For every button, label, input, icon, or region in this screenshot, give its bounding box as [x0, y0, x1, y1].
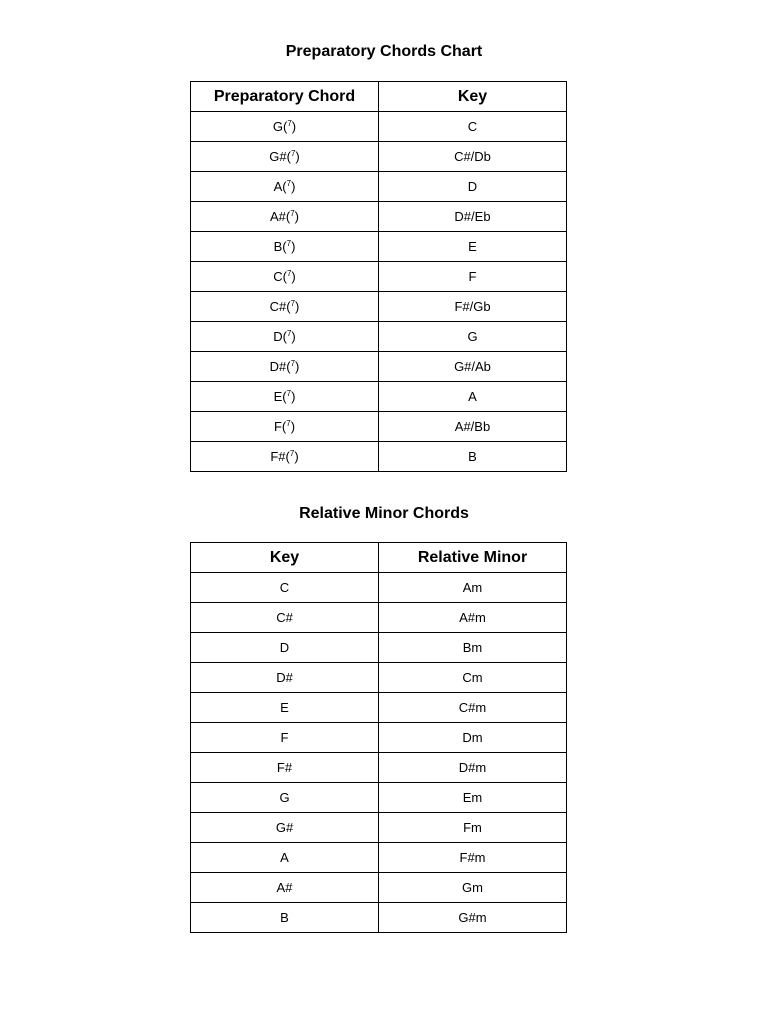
chord-root: D: [273, 329, 283, 344]
key-cell: C#: [191, 603, 379, 633]
column-header-preparatory-chord: Preparatory Chord: [191, 82, 379, 112]
close-paren: ): [294, 449, 299, 464]
preparatory-chord-cell: [191, 412, 379, 442]
relative-minor-cell: D#m: [379, 753, 567, 783]
key-cell: A: [191, 843, 379, 873]
table-row: [191, 112, 567, 142]
seventh-superscript: 7: [290, 209, 295, 218]
open-paren: (: [282, 269, 287, 284]
chord-root: G#: [269, 149, 287, 164]
preparatory-chord-cell: [191, 232, 379, 262]
seventh-superscript: 7: [286, 389, 292, 398]
open-paren: (: [286, 299, 291, 314]
table-row: [191, 142, 567, 172]
chord-root: F: [273, 419, 282, 434]
relative-minor-cell: A#m: [379, 603, 567, 633]
preparatory-chord-cell: [191, 262, 379, 292]
seventh-superscript: 7: [289, 449, 295, 458]
preparatory-chord-cell: [191, 322, 379, 352]
chord-root: G: [272, 119, 283, 134]
chord-root: A: [273, 179, 283, 194]
key-cell: D#: [191, 663, 379, 693]
table-row: [191, 603, 567, 633]
key-cell: C: [191, 573, 379, 603]
table-row: [191, 843, 567, 873]
chord-root: F#: [270, 449, 286, 464]
key-cell: F: [191, 723, 379, 753]
open-paren: (: [286, 359, 291, 374]
relative-minor-cell: Bm: [379, 633, 567, 663]
chord-root: B: [273, 239, 283, 254]
preparatory-chord-cell: [191, 292, 379, 322]
table-row: [191, 322, 567, 352]
key-cell: G: [379, 322, 567, 352]
relative-minor-cell: Gm: [379, 873, 567, 903]
table-row: [191, 633, 567, 663]
seventh-superscript: 7: [286, 419, 291, 428]
table-row: [191, 903, 567, 933]
key-cell: F#/Gb: [379, 292, 567, 322]
close-paren: ): [295, 299, 300, 314]
key-cell: A#: [191, 873, 379, 903]
table-row: [191, 723, 567, 753]
column-header-relative-minor: Relative Minor: [379, 543, 567, 573]
close-paren: ): [291, 119, 297, 134]
open-paren: (: [282, 329, 287, 344]
table-row: [191, 352, 567, 382]
chord-root: C#: [269, 299, 287, 314]
key-cell: D: [191, 633, 379, 663]
key-cell: F: [379, 262, 567, 292]
close-paren: ): [290, 419, 296, 434]
table-row: [191, 442, 567, 472]
preparatory-chord-cell: [191, 382, 379, 412]
preparatory-chord-cell: [191, 442, 379, 472]
preparatory-chords-table: [190, 81, 567, 472]
open-paren: (: [285, 449, 290, 464]
open-paren: (: [282, 119, 288, 134]
table-row: [191, 663, 567, 693]
relative-minor-body: [191, 573, 567, 933]
chord-root: D#: [269, 359, 287, 374]
preparatory-chord-cell: [191, 142, 379, 172]
key-cell: F#: [191, 753, 379, 783]
open-paren: (: [285, 209, 291, 224]
column-header-key: Key: [191, 543, 379, 573]
relative-minor-title: Relative Minor Chords: [299, 505, 469, 522]
relative-minor-cell: C#m: [379, 693, 567, 723]
relative-minor-cell: F#m: [379, 843, 567, 873]
table-header-row: [191, 82, 567, 112]
preparatory-chords-title: Preparatory Chords Chart: [285, 43, 483, 60]
table-row: [191, 412, 567, 442]
table-row: [191, 573, 567, 603]
preparatory-chord-cell: [191, 352, 379, 382]
seventh-superscript: 7: [286, 179, 292, 188]
relative-minor-cell: Cm: [379, 663, 567, 693]
key-cell: B: [379, 442, 567, 472]
key-cell: A: [379, 382, 567, 412]
relative-minor-cell: Am: [379, 573, 567, 603]
open-paren: (: [282, 179, 287, 194]
key-cell: C: [379, 112, 567, 142]
table-header-row: [191, 543, 567, 573]
preparatory-chord-cell: [191, 202, 379, 232]
open-paren: (: [282, 389, 287, 404]
close-paren: ): [291, 239, 296, 254]
close-paren: ): [291, 329, 296, 344]
table-row: [191, 262, 567, 292]
seventh-superscript: 7: [286, 239, 292, 248]
close-paren: ): [291, 389, 296, 404]
table-row: [191, 813, 567, 843]
chord-root: A#: [269, 209, 286, 224]
table-row: [191, 292, 567, 322]
close-paren: ): [295, 359, 300, 374]
preparatory-chords-body: [191, 112, 567, 472]
chord-root: E: [273, 389, 283, 404]
seventh-superscript: 7: [290, 359, 296, 368]
seventh-superscript: 7: [290, 149, 296, 158]
open-paren: (: [281, 419, 287, 434]
open-paren: (: [282, 239, 287, 254]
seventh-superscript: 7: [286, 269, 292, 278]
table-row: [191, 172, 567, 202]
key-cell: G: [191, 783, 379, 813]
key-cell: G#/Ab: [379, 352, 567, 382]
key-cell: G#: [191, 813, 379, 843]
seventh-superscript: 7: [286, 329, 292, 338]
close-paren: ): [295, 149, 300, 164]
close-paren: ): [291, 179, 296, 194]
relative-minor-cell: G#m: [379, 903, 567, 933]
chord-root: C: [273, 269, 283, 284]
relative-minor-table: [190, 542, 567, 933]
seventh-superscript: 7: [290, 299, 296, 308]
table-row: [191, 382, 567, 412]
preparatory-chord-cell: [191, 172, 379, 202]
close-paren: ): [294, 209, 300, 224]
key-cell: C#/Db: [379, 142, 567, 172]
table-row: [191, 202, 567, 232]
key-cell: D: [379, 172, 567, 202]
key-cell: E: [379, 232, 567, 262]
column-header-key: Key: [379, 82, 567, 112]
close-paren: ): [291, 269, 296, 284]
table-row: [191, 783, 567, 813]
relative-minor-cell: Em: [379, 783, 567, 813]
key-cell: D#/Eb: [379, 202, 567, 232]
relative-minor-cell: Dm: [379, 723, 567, 753]
table-row: [191, 232, 567, 262]
key-cell: A#/Bb: [379, 412, 567, 442]
key-cell: B: [191, 903, 379, 933]
table-row: [191, 873, 567, 903]
table-row: [191, 693, 567, 723]
open-paren: (: [286, 149, 291, 164]
relative-minor-cell: Fm: [379, 813, 567, 843]
seventh-superscript: 7: [287, 119, 292, 128]
key-cell: E: [191, 693, 379, 723]
table-row: [191, 753, 567, 783]
preparatory-chord-cell: [191, 112, 379, 142]
